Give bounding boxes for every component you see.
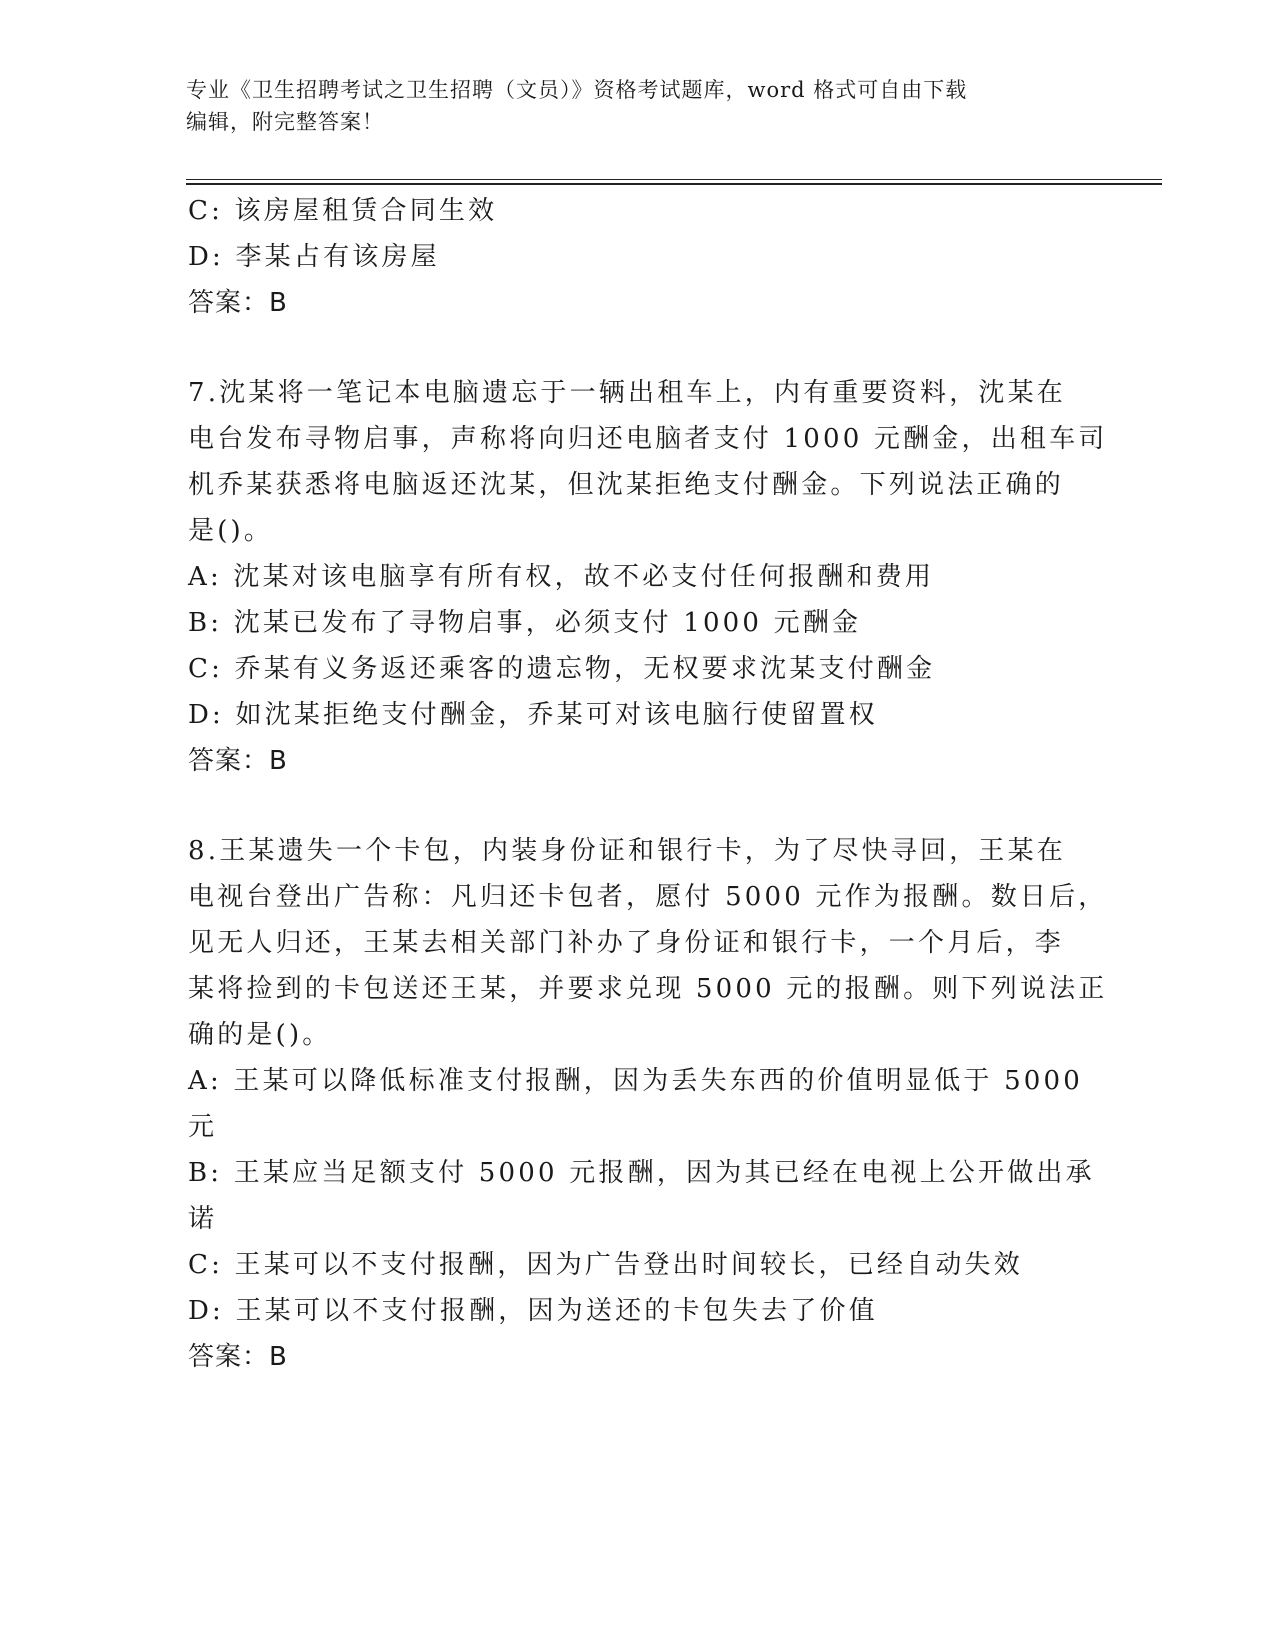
document-header	[186, 74, 1086, 138]
q6-option-d: D: 李某占有该房屋	[188, 242, 440, 272]
q8-stem-line-2: 电视台登出广告称：凡归还卡包者，愿付 5000 元作为报酬。数日后，	[188, 882, 1108, 912]
document-body	[188, 188, 1108, 1380]
q7-answer: 答案：B	[188, 746, 288, 776]
q7-option-d: D: 如沈某拒绝支付酬金，乔某可对该电脑行使留置权	[188, 700, 878, 730]
header-line-1: 专业《卫生招聘考试之卫生招聘（文员）》资格考试题库，word 格式可自由下载	[186, 78, 968, 102]
q7-option-c: C: 乔某有义务返还乘客的遗忘物，无权要求沈某支付酬金	[188, 654, 936, 684]
question-8	[188, 828, 1108, 1380]
header-divider-thick	[186, 183, 1162, 185]
question-7	[188, 370, 1108, 784]
spacer	[188, 784, 1088, 828]
q7-stem-line-3: 机乔某获悉将电脑返还沈某，但沈某拒绝支付酬金。下列说法正确的	[188, 470, 1065, 500]
q8-option-b-line-2: 诺	[188, 1204, 218, 1234]
q7-option-a: A: 沈某对该电脑享有所有权，故不必支付任何报酬和费用	[188, 562, 935, 592]
q6-option-c: C: 该房屋租赁合同生效	[188, 196, 498, 226]
q7-stem-line-4: 是()。	[188, 516, 274, 546]
q7-stem-line-2: 电台发布寻物启事，声称将向归还电脑者支付 1000 元酬金，出租车司	[188, 424, 1108, 454]
q8-stem-line-5: 确的是()。	[188, 1020, 332, 1050]
q8-option-c: C: 王某可以不支付报酬，因为广告登出时间较长，已经自动失效	[188, 1250, 1023, 1280]
q7-option-b: B: 沈某已发布了寻物启事，必须支付 1000 元酬金	[188, 608, 862, 638]
q8-option-d: D: 王某可以不支付报酬，因为送还的卡包失去了价值	[188, 1296, 878, 1326]
q8-stem-line-3: 见无人归还，王某去相关部门补办了身份证和银行卡，一个月后，李	[188, 928, 1065, 958]
q8-answer: 答案：B	[188, 1342, 288, 1372]
header-line-2: 编辑，附完整答案！	[186, 110, 384, 134]
q8-option-a-line-1: A: 王某可以降低标准支付报酬，因为丢失东西的价值明显低于 5000	[188, 1066, 1084, 1096]
question-6-tail	[188, 188, 1088, 326]
q8-stem-line-1: 8.王某遗失一个卡包，内装身份证和银行卡，为了尽快寻回，王某在	[188, 836, 1067, 866]
q6-answer: 答案：B	[188, 288, 288, 318]
q8-stem-line-4: 某将捡到的卡包送还王某，并要求兑现 5000 元的报酬。则下列说法正	[188, 974, 1108, 1004]
q7-stem-line-1: 7.沈某将一笔记本电脑遗忘于一辆出租车上，内有重要资料，沈某在	[188, 378, 1067, 408]
q8-option-b-line-1: B: 王某应当足额支付 5000 元报酬，因为其已经在电视上公开做出承	[188, 1158, 1095, 1188]
q8-option-a-line-2: 元	[188, 1112, 218, 1142]
spacer	[188, 326, 1088, 370]
header-divider-thin	[186, 179, 1162, 180]
